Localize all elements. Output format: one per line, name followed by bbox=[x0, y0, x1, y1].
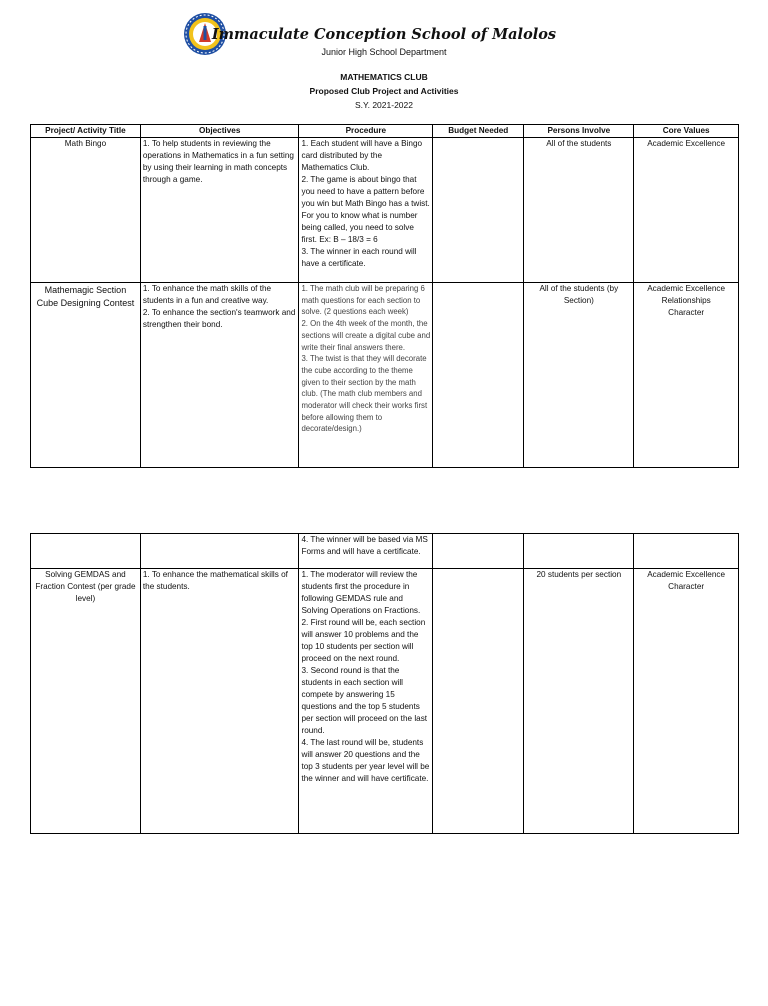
activity-objectives bbox=[140, 534, 299, 569]
table-row bbox=[31, 283, 739, 468]
club-name: MATHEMATICS CLUB bbox=[340, 72, 428, 82]
table-row bbox=[31, 569, 739, 834]
activity-procedure: 4. The winner will be based via MS Forms and will have a certificate. bbox=[299, 534, 433, 569]
activity-title: Solving GEMDAS and Fraction Contest (per grade level) bbox=[31, 569, 141, 834]
header-persons: Persons Involve bbox=[524, 125, 634, 138]
activity-persons bbox=[524, 534, 634, 569]
activity-title: Math Bingo bbox=[31, 138, 141, 283]
activities-table-page2 bbox=[30, 533, 739, 834]
document-subtitle: Proposed Club Project and Activities bbox=[309, 86, 459, 96]
department-name: Junior High School Department bbox=[321, 47, 447, 57]
activity-budget bbox=[433, 569, 524, 834]
header-title: Project/ Activity Title bbox=[31, 125, 141, 138]
header-objectives: Objectives bbox=[140, 125, 299, 138]
activity-objectives: 1. To enhance the mathematical skills of the students. bbox=[140, 569, 299, 834]
header-procedure: Procedure bbox=[299, 125, 433, 138]
table-header-row bbox=[31, 125, 739, 138]
activity-persons: All of the students bbox=[524, 138, 634, 283]
activity-procedure: 1. The moderator will review the students first the procedure in following GEMDAS rule and Solving Operations on Fractions. 2. First round will be, each section will answer 10 problems and the top 10 students per section will proceed on the next round. 3. Second round is that the students in each section will compete by answering 15 questions and the top 5 students per section will proceed on the last round. 4. The last round will be, students will answer 20 questions and the top 3 students per year level will be the winner and will have certificate. bbox=[299, 569, 433, 834]
activity-core-values: Academic Excellence Relationships Character bbox=[634, 283, 739, 468]
activities-table-page1 bbox=[30, 124, 739, 468]
activity-budget bbox=[433, 534, 524, 569]
activity-procedure: 1. The math club will be preparing 6 math questions for each section to solve. (2 questions each week) 2. On the 4th week of the month, the sections will create a digital cube and write their final answers there. 3. The twist is that they will decorate the cube according to the theme given to their section by the math club. (The math club members and moderator will check their works first before allowing them to decorate/design.) bbox=[299, 283, 433, 468]
activity-persons: All of the students (by Section) bbox=[524, 283, 634, 468]
activity-core-values: Academic Excellence Character bbox=[634, 569, 739, 834]
table-row bbox=[31, 534, 739, 569]
school-name: Immaculate Conception School of Malolos bbox=[211, 26, 557, 43]
activity-objectives: 1. To enhance the math skills of the students in a fun and creative way. 2. To enhance the section's teamwork and strengthen their bond. bbox=[140, 283, 299, 468]
activity-budget bbox=[433, 283, 524, 468]
school-year: S.Y. 2021-2022 bbox=[355, 100, 413, 110]
activity-core-values bbox=[634, 534, 739, 569]
activity-persons: 20 students per section bbox=[524, 569, 634, 834]
activity-title: Mathemagic Section Cube Designing Contest bbox=[31, 283, 141, 468]
activity-procedure: 1. Each student will have a Bingo card distributed by the Mathematics Club. 2. The game is about bingo that you need to have a pattern before you win but Math Bingo has a twist. For you to know what is number being called, you need to solve first. Ex: B – 18/3 = 6 3. The winner in each round will have a certificate. bbox=[299, 138, 433, 283]
activity-title bbox=[31, 534, 141, 569]
table-row bbox=[31, 138, 739, 283]
activity-budget bbox=[433, 138, 524, 283]
activity-core-values: Academic Excellence bbox=[634, 138, 739, 283]
header-budget: Budget Needed bbox=[433, 125, 524, 138]
header-core-values: Core Values bbox=[634, 125, 739, 138]
activity-objectives: 1. To help students in reviewing the operations in Mathematics in a fun setting by using their learning in math concepts through a game. bbox=[140, 138, 299, 283]
